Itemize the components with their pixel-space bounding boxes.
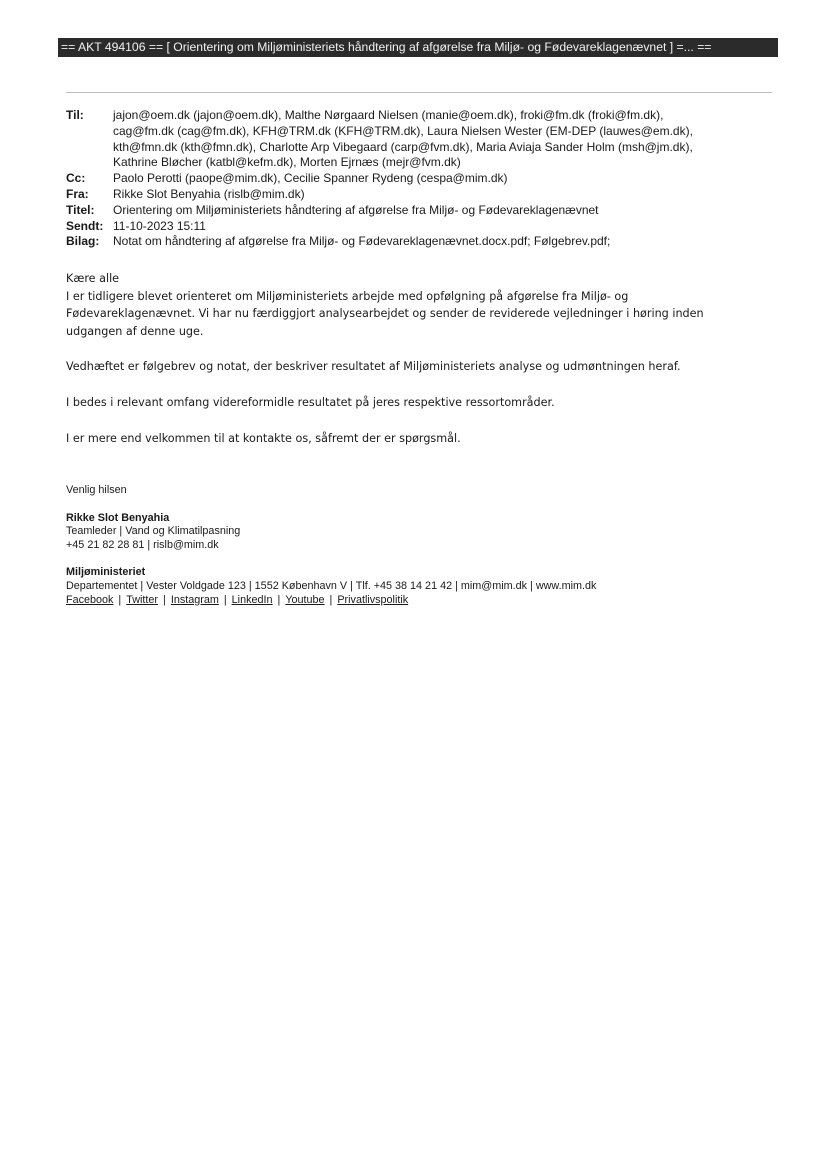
sender-contact: +45 21 82 28 81 | rislb@mim.dk — [66, 538, 219, 551]
organization-address: Departementet | Vester Voldgade 123 | 1552 København V | Tlf. +45 38 14 21 42 | mim@mim.dk | www.mim.dk — [66, 579, 597, 592]
til-line: jajon@oem.dk (jajon@oem.dk), Malthe Nørgaard Nielsen (manie@oem.dk), froki@fm.dk (froki@fm.dk), — [113, 108, 664, 122]
meta-row-til — [66, 108, 776, 171]
sender-role: Teamleder | Vand og Klimatilpasning — [66, 525, 241, 538]
youtube-link[interactable]: Youtube — [285, 593, 325, 606]
closing: Venlig hilsen — [66, 484, 127, 496]
twitter-link[interactable]: Twitter — [126, 593, 159, 606]
header-title: == AKT 494106 == [ Orientering om Miljøministeriets håndtering af afgørelse fra Miljø- og Fødevareklagenævnet ] =... == — [61, 40, 712, 54]
document-header-bar — [58, 38, 778, 57]
paragraph-line: I er tidligere blevet orienteret om Miljøministeriets arbejde med opfølgning på afgørelse fra Miljø- og — [66, 289, 629, 303]
paragraph-contact: I er mere end velkommen til at kontakte os, såfremt der er spørgsmål. — [66, 431, 461, 445]
til-line: cag@fm.dk (cag@fm.dk), KFH@TRM.dk (KFH@TRM.dk), Laura Nielsen Wester (EM-DEP (lauwes@em.dk), — [113, 123, 693, 138]
email-body — [66, 270, 766, 447]
til-line: Kathrine Bløcher (katbl@kefm.dk), Morten Ejrnæs (mejr@fvm.dk) — [113, 155, 461, 170]
titel-value: Orientering om Miljøministeriets håndtering af afgørelse fra Miljø- og Fødevareklagenævnet — [113, 202, 599, 217]
cc-value: Paolo Perotti (paope@mim.dk), Cecilie Spanner Rydeng (cespa@mim.dk) — [113, 171, 508, 186]
bilag-label: Bilag: — [66, 234, 100, 249]
meta-row-cc — [66, 171, 776, 187]
header-divider — [66, 92, 772, 93]
social-links: Facebook | Twitter | Instagram | LinkedIn | Youtube | Privatlivspolitik — [66, 593, 409, 606]
paragraph-line: Fødevareklagenævnet. Vi har nu færdiggjort analysearbejdet og sender de reviderede vejledninger i høring inden — [66, 307, 704, 321]
fra-label: Fra: — [66, 186, 89, 201]
meta-row-titel — [66, 203, 776, 219]
greeting: Kære alle — [66, 272, 120, 285]
paragraph-line: udgangen af denne uge. — [66, 324, 204, 338]
til-label: Til: — [66, 108, 84, 122]
bilag-value: Notat om håndtering af afgørelse fra Miljø- og Fødevareklagenævnet.docx.pdf; Følgebrev.pdf; — [113, 234, 611, 249]
titel-label: Titel: — [66, 202, 95, 217]
facebook-link[interactable]: Facebook — [66, 593, 114, 606]
meta-row-sendt — [66, 219, 776, 235]
fra-value: Rikke Slot Benyahia (rislb@mim.dk) — [113, 186, 305, 201]
organization-name: Miljøministeriet — [66, 566, 146, 579]
meta-row-fra — [66, 187, 776, 203]
privacy-policy-link[interactable]: Privatlivspolitik — [337, 593, 409, 606]
sender-name: Rikke Slot Benyahia — [66, 511, 170, 524]
paragraph-request: I bedes i relevant omfang videreformidle resultatet på jeres respektive ressortområder. — [66, 395, 555, 409]
linkedin-link[interactable]: LinkedIn — [231, 593, 273, 606]
sendt-value: 11-10-2023 15:11 — [113, 218, 206, 233]
sendt-label: Sendt: — [66, 218, 104, 233]
paragraph-attachments: Vedhæftet er følgebrev og notat, der beskriver resultatet af Miljøministeriets analyse og udmøntningen heraf. — [66, 360, 681, 374]
email-metadata — [66, 108, 776, 250]
cc-label: Cc: — [66, 171, 86, 186]
instagram-link[interactable]: Instagram — [170, 593, 219, 606]
til-line: kth@fmn.dk (kth@fmn.dk), Charlotte Arp Vibegaard (carp@fvm.dk), Maria Aviaja Sander Holm (msh@jm.dk), — [113, 139, 693, 154]
meta-row-bilag — [66, 234, 776, 250]
til-value — [113, 108, 776, 171]
email-signature — [66, 484, 766, 607]
